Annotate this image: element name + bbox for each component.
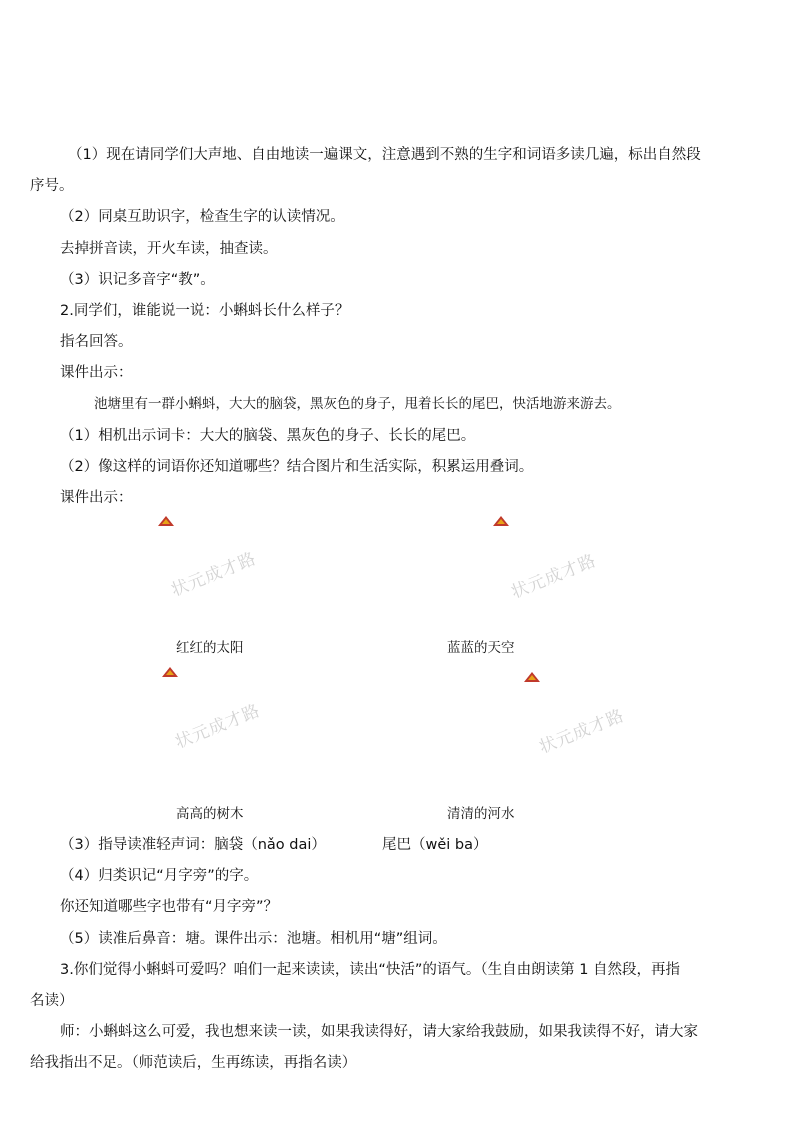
image-caption: 蓝蓝的天空 xyxy=(447,640,515,656)
para-2: （2）同桌互助识字，检查生字的认读情况。 xyxy=(60,209,345,225)
para-4: （3）识记多音字“教”。 xyxy=(60,272,215,288)
para-6: 指名回答。 xyxy=(60,334,133,350)
watermark: 状元成才路 xyxy=(508,550,600,603)
image-caption: 高高的树木 xyxy=(176,806,244,822)
para-1-line-b: 序号。 xyxy=(30,178,74,194)
courseware-quote: 池塘里有一群小蝌蚪，大大的脑袋，黑灰色的身子，甩着长长的尾巴，快活地游来游去。 xyxy=(94,396,621,412)
para-10: （2）像这样的词语你还知道哪些？结合图片和生活实际，积累运用叠词。 xyxy=(60,459,534,475)
para-12b: 尾巴（wěi ba） xyxy=(382,837,488,853)
image-marker-icon xyxy=(162,667,178,677)
watermark: 状元成才路 xyxy=(536,705,628,758)
para-12a: （3）指导读准轻声词：脑袋（nǎo dai） xyxy=(60,837,326,853)
para-16-line-b: 名读） xyxy=(30,993,74,1009)
para-3: 去掉拼音读，开火车读，抽查读。 xyxy=(60,241,278,257)
para-1-line-a: （1）现在请同学们大声地、自由地读一遍课文，注意遇到不熟的生字和词语多读几遍，标出自然段 xyxy=(68,147,701,163)
image-marker-icon xyxy=(158,516,174,526)
para-13: （4）归类识记“月字旁”的字。 xyxy=(60,868,259,884)
image-caption: 红红的太阳 xyxy=(176,640,244,656)
image-marker-icon xyxy=(524,672,540,682)
para-17-line-b: 给我指出不足。（师范读后，生再练读，再指名读） xyxy=(30,1055,357,1071)
para-15: （5）读准后鼻音：塘。课件出示：池塘。相机用“塘”组词。 xyxy=(60,931,447,947)
para-17-line-a: 师：小蝌蚪这么可爱，我也想来读一读，如果我读得好，请大家给我鼓励，如果我读得不好，请大家 xyxy=(60,1024,698,1040)
image-marker-icon xyxy=(493,516,509,526)
para-7: 课件出示： xyxy=(60,365,133,381)
watermark: 状元成才路 xyxy=(168,548,260,601)
para-9: （1）相机出示词卡：大大的脑袋、黑灰色的身子、长长的尾巴。 xyxy=(60,428,476,444)
watermark: 状元成才路 xyxy=(172,700,264,753)
para-16-line-a: 3.你们觉得小蝌蚪可爱吗？咱们一起来读读，读出“快活”的语气。（生自由朗读第 1 自然段，再指 xyxy=(60,962,681,978)
para-14: 你还知道哪些字也带有“月字旁”？ xyxy=(60,899,279,915)
para-5: 2.同学们，谁能说一说：小蝌蚪长什么样子？ xyxy=(60,303,350,319)
para-11: 课件出示： xyxy=(60,490,133,506)
image-caption: 清清的河水 xyxy=(447,806,515,822)
